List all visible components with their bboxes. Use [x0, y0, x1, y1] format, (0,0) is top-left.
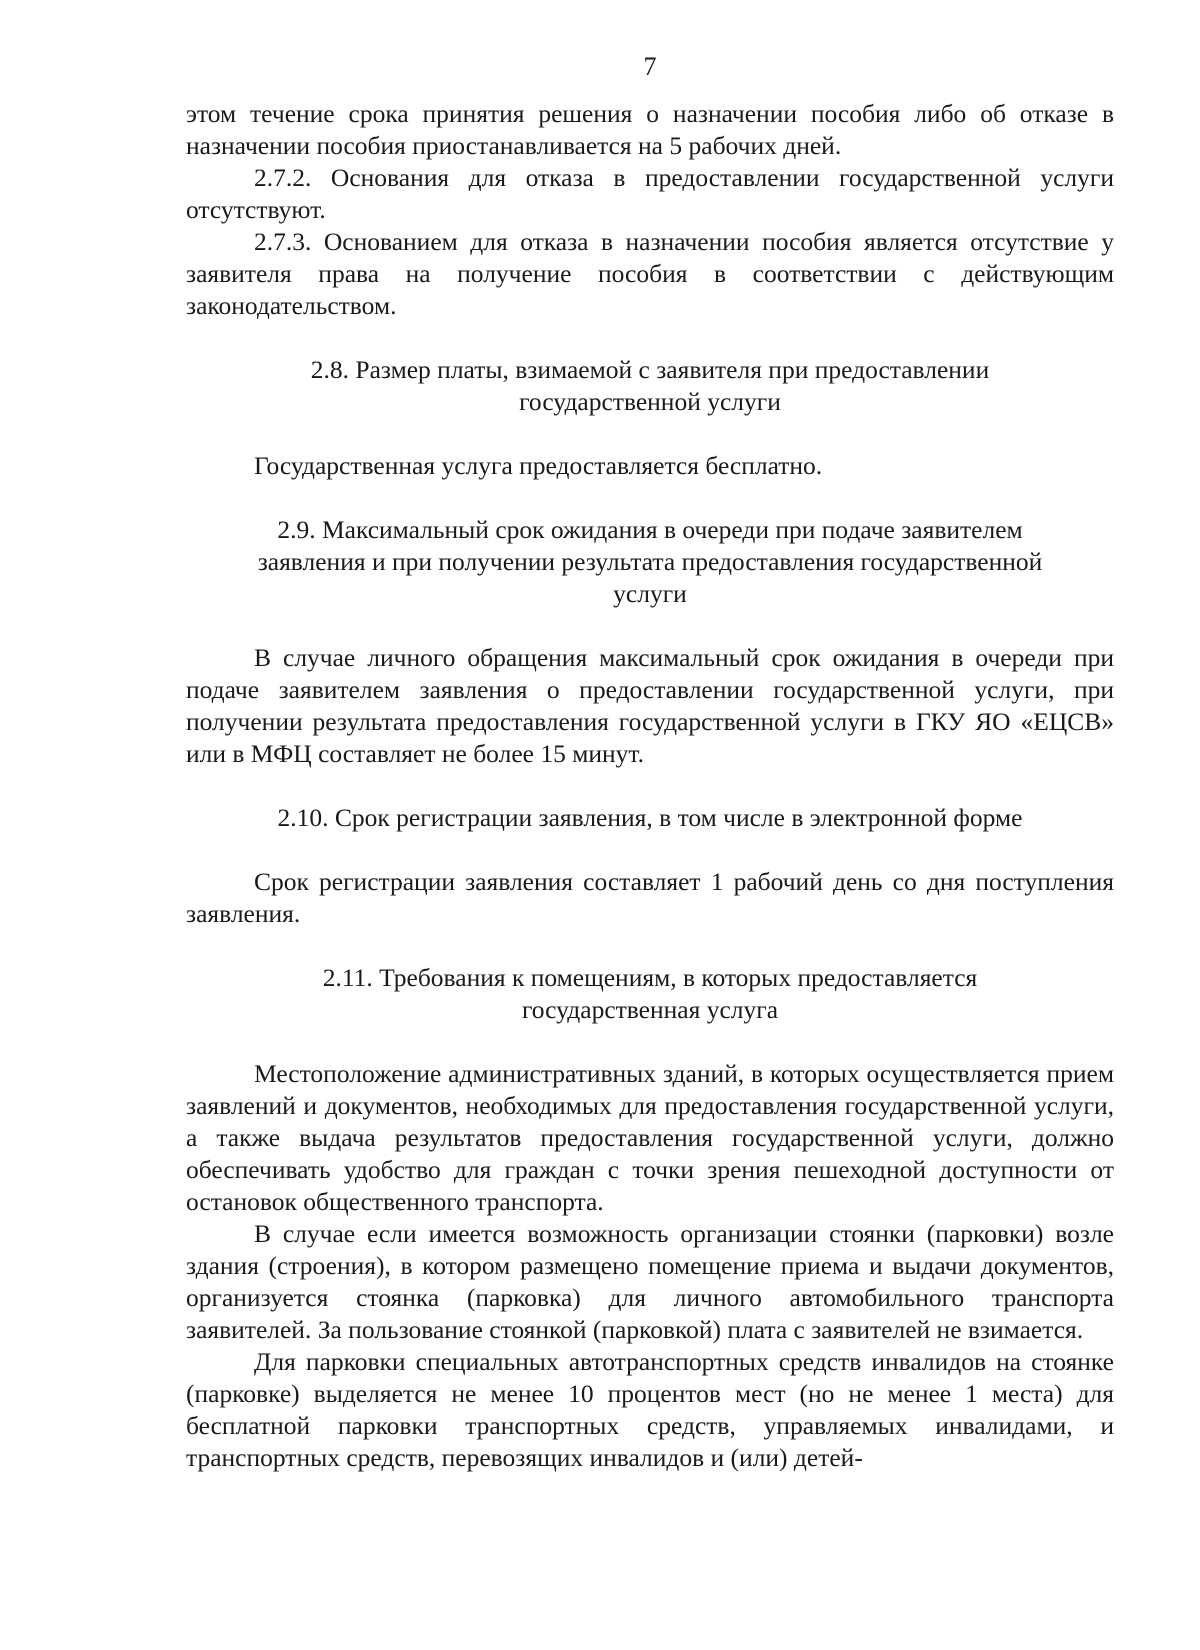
section-heading-2-11: 2.11. Требования к помещениям, в которых предоставляется государственная услуга — [322, 963, 978, 1024]
section-heading-2-10: 2.10. Срок регистрации заявления, в том числе в электронной форме — [277, 803, 1023, 832]
paragraph-continuation: этом течение срока принятия решения о назначении пособия либо об отказе в назначении пособия приостанавливается на 5 рабочих дней. — [186, 99, 1114, 160]
paragraph-building-location: Местоположение административных зданий, в которых осуществляется прием заявлений и документов, необходимых для предоставления государственной услуги, а также выдача результатов предоставления государственной услуги, должно обеспечивать удобство для граждан с точки зрения пешеходной доступности от остановок общественного транспорта. — [186, 1059, 1114, 1216]
document-page — [186, 52, 1114, 1474]
paragraph-2-7-3: 2.7.3. Основанием для отказа в назначении пособия является отсутствие у заявителя права на получение пособия в соответствии с действующим законодательством. — [186, 227, 1114, 320]
page-number: 7 — [643, 52, 657, 81]
paragraph-2-7-2: 2.7.2. Основания для отказа в предоставлении государственной услуги отсутствуют. — [186, 163, 1114, 224]
section-heading-2-8: 2.8. Размер платы, взимаемой с заявителя при предоставлении государственной услуги — [310, 355, 990, 416]
paragraph-registration-term: Срок регистрации заявления составляет 1 рабочий день со дня поступления заявления. — [186, 867, 1114, 928]
paragraph-parking: В случае если имеется возможность организации стоянки (парковки) возле здания (строения), в котором размещено помещение приема и выдачи документов, организуется стоянка (парковка) для личного автомобильного транспорта заявителей. За пользование стоянкой (парковкой) плата с заявителей не взимается. — [186, 1219, 1114, 1344]
paragraph-queue-time: В случае личного обращения максимальный срок ожидания в очереди при подаче заявителем заявления о предоставлении государственной услуги, при получении результата предоставления государственной услуги в ГКУ ЯО «ЕЦСВ» или в МФЦ составляет не более 15 минут. — [186, 643, 1114, 768]
section-heading-2-9: 2.9. Максимальный срок ожидания в очереди при подаче заявителем заявления и при получении результата предоставления государственной услуги — [257, 515, 1043, 608]
paragraph-fee: Государственная услуга предоставляется бесплатно. — [254, 451, 823, 480]
paragraph-disabled-parking: Для парковки специальных автотранспортных средств инвалидов на стоянке (парковке) выделяется не менее 10 процентов мест (но не менее 1 места) для бесплатной парковки транспортных средств, управляемых инвалидами, и транспортных средств, перевозящих инвалидов и (или) детей- — [186, 1347, 1114, 1472]
